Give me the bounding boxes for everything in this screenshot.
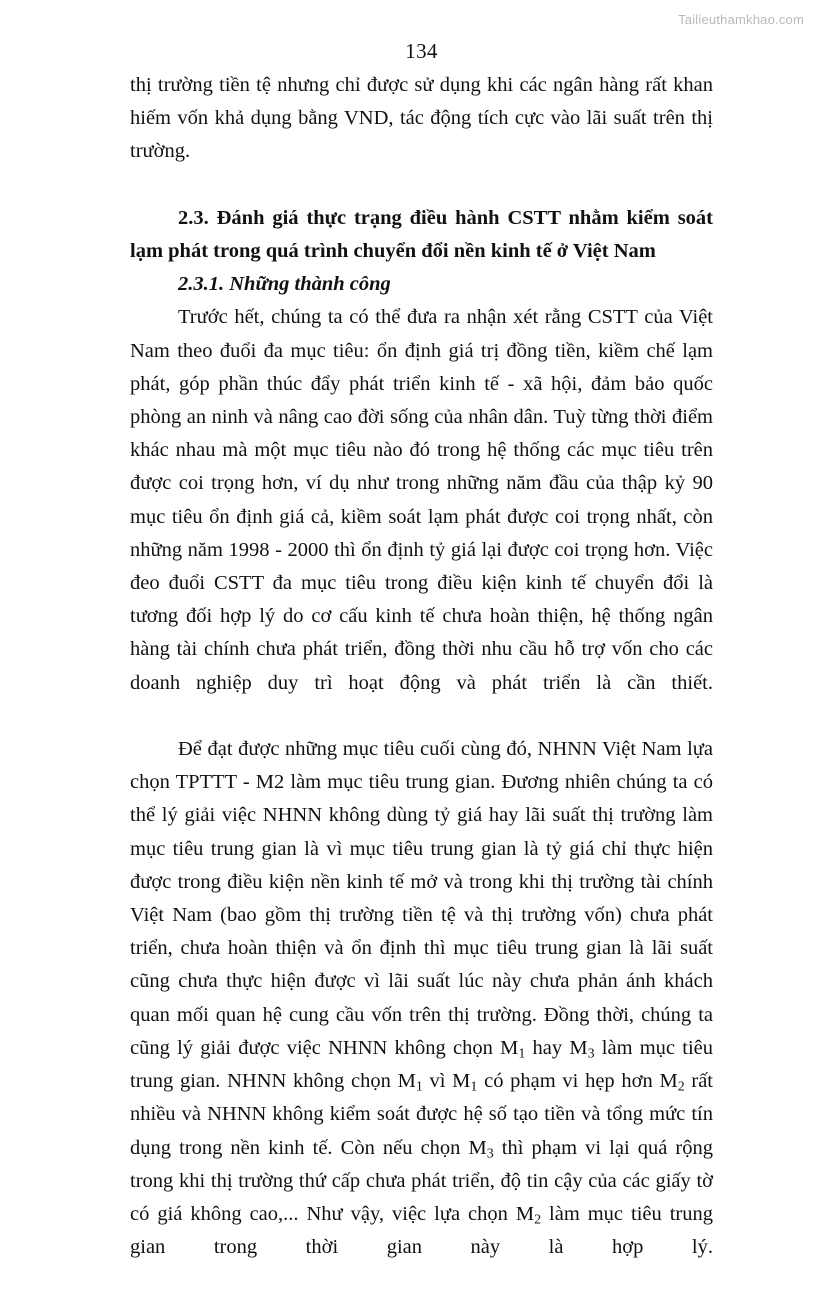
paragraph-continued: thị trường tiền tệ nhưng chỉ được sử dụng khi các ngân hàng rất khan hiếm vốn khả dụng bằng VND, tác động tích cực vào lãi suất trên thị trường. (130, 74, 713, 163)
subscript-m2: 2 (677, 1079, 685, 1095)
par2-text-6: rất nhiều và NHNN không kiểm soát được hệ số tạo tiền và tổng mức tín dụng trong nền kinh tế. Còn nếu chọn M (130, 1070, 713, 1159)
par2-text-8: làm mục tiêu trung gian trong thời gian này là hợp lý. (130, 1202, 714, 1259)
subscript-m2-b: 2 (534, 1212, 542, 1228)
subscript-m1: 1 (518, 1046, 526, 1062)
watermark-text: Tailieuthamkhao.com (678, 12, 804, 27)
par2-text-7: thì phạm vi lại quá rộng trong khi thị trường thứ cấp chưa phát triển, độ tin cậy của các giấy tờ có giá không cao,... Như vậy, việc lựa chọn M (130, 1136, 714, 1225)
section-heading-2-3: 2.3. Đánh giá thực trạng điều hành CSTT nhằm kiểm soát lạm phát trong quá trình chuyển đổi nền kinh tế ở Việt Nam (130, 206, 713, 263)
par2-text-4: vì M (422, 1070, 471, 1093)
par2-text-2: hay M (525, 1036, 588, 1059)
section-heading-2-3-1: 2.3.1. Những thành công (178, 273, 391, 296)
paragraph-intermediate-target (130, 733, 713, 1297)
subscript-m1-c: 1 (470, 1079, 478, 1095)
par2-text-1: Để đạt được những mục tiêu cuối cùng đó, NHNN Việt Nam lựa chọn TPTTT - M2 làm mục tiêu trung gian. Đương nhiên chúng ta có thể lý giải việc NHNN không dùng tỷ giá hay lãi suất thị trường làm mục tiêu trung gian là vì mục tiêu trung gian là tỷ giá chỉ thực hiện được trong điều kiện nền kinh tế mở và trong khi thị trường tài chính Việt Nam (bao gồm thị trường tiền tệ và thị trường vốn) chưa phát triển, chưa hoàn thiện và ổn định thì mục tiêu trung gian là lãi suất cũng chưa thực hiện được vì lãi suất lúc này chưa phản ánh khách quan mối quan hệ cung cầu vốn trên thị trường. Đồng thời, chúng ta cũng lý giải được việc NHNN không chọn M (130, 738, 713, 1059)
par2-text-5: có phạm vi hẹp hơn M (477, 1070, 678, 1093)
subscript-m3-b: 3 (486, 1145, 494, 1161)
page-content (130, 38, 713, 1298)
subscript-m3: 3 (587, 1046, 595, 1062)
par2-text-3: làm mục tiêu trung gian. NHNN không chọn M (130, 1036, 713, 1093)
paragraph-successes-overview: Trước hết, chúng ta có thể đưa ra nhận xét rằng CSTT của Việt Nam theo đuổi đa mục tiêu: ổn định giá trị đồng tiền, kiềm chế lạm phát, góp phần thúc đẩy phát triển kinh tế - xã hội, đảm bảo quốc phòng an ninh và nâng cao đời sống của nhân dân. Tuỳ từng thời điểm khác nhau mà một mục tiêu nào đó trong hệ thống các mục tiêu trên được coi trọng hơn, ví dụ như trong những năm đầu của thập kỷ 90 mục tiêu ổn định giá cả, kiềm soát lạm phát được coi trọng nhất, còn những năm 1998 - 2000 thì ổn định tỷ giá lại được coi trọng hơn. Việc đeo đuổi CSTT đa mục tiêu trong điều kiện kinh tế chuyển đổi là tương đối hợp lý do cơ cấu kinh tế chưa hoàn thiện, hệ thống ngân hàng tài chính chưa phát triển, đồng thời nhu cầu hỗ trợ vốn cho các doanh nghiệp duy trì hoạt động và phát triển là cần thiết. (130, 306, 713, 694)
subscript-m1-b: 1 (415, 1079, 423, 1095)
page-number: 134 (405, 39, 438, 63)
